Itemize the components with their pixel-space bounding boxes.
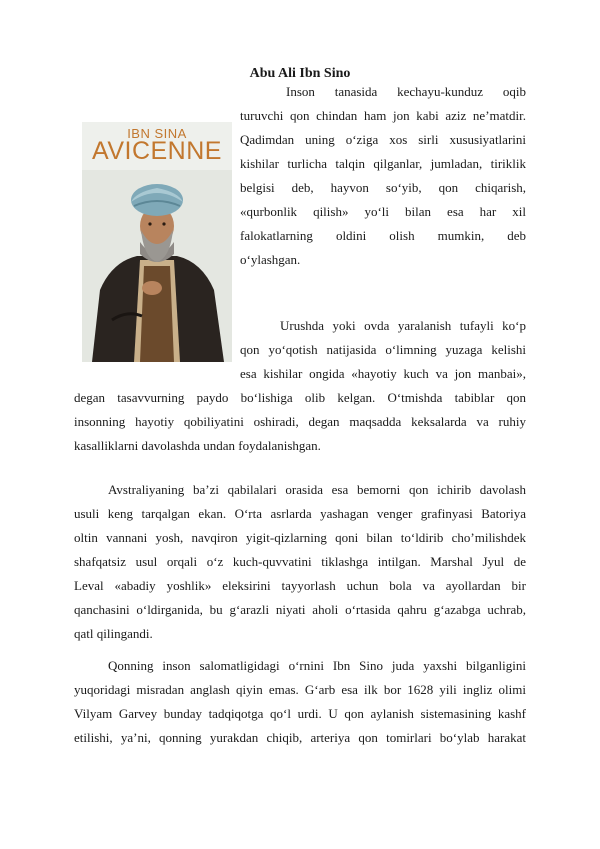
- text-line: oltin vannani yosh, navqiron yigit-qizlarning qoni bilan to‘ldirib cho’milishdek: [74, 530, 526, 545]
- text-line: Urushda yoki ovda yaralanish tufayli ko‘p: [280, 318, 526, 333]
- text-line: yuqoridagi misradan anglash qiyin emas. G‘arb esa ilk bor 1628 yili ingliz olimi: [74, 682, 526, 697]
- paragraph-3: [74, 478, 526, 646]
- text-line: qanchasini o‘ldirganida, bu g‘arazli niyati aholi o‘rtasida qahru g‘azabga uchrab,: [74, 602, 526, 617]
- text-line: esa kishilar ongida «hayotiy kuch va jon manbai»,: [240, 366, 526, 381]
- text-line: Avstraliyaning ba’zi qabilalari orasida esa bemorni qon ichirib davolash: [108, 482, 526, 497]
- text-line: «qurbonlik qilish» yo‘li bilan esa har xil: [240, 204, 526, 219]
- text-line: etilishi, ya’ni, qonning yurakdan chiqib, arteriya qon tomirlari bo‘ylab harakat: [74, 730, 526, 745]
- text-line: turuvchi qon chindan ham jon kabi aziz ne’matdir.: [240, 108, 526, 123]
- text-line: qon yo‘qotish natijasida o‘limning yuzaga kelishi: [240, 342, 526, 357]
- text-line: Leval «abadiy yoshlik» eleksirini tayyorlash uchun bola va ayollardan bir: [74, 578, 526, 593]
- text-line: insonning hayotiy qobiliyatini oshiradi, degan maqsadda keksalarda va ruhiy: [74, 414, 526, 429]
- text-line: kasalliklarni davolashda undan foydalanishgan.: [74, 438, 321, 453]
- text-line: Vilyam Garvey bunday tadqiqotga qo‘l urdi. U qon aylanish sistemasining kashf: [74, 706, 526, 721]
- cover-title: AVICENNE: [92, 137, 222, 165]
- text-line: kishilar turlicha talqin qilganlar, jumladan, tiriklik: [240, 156, 526, 171]
- text-line: Qonning inson salomatligidagi o‘rnini Ibn Sino juda yaxshi bilganligini: [108, 658, 526, 673]
- text-line: shafqatsiz usul orqali o‘z kuch-quvvatini tiklashga intilgan. Marshal Jyul de: [74, 554, 526, 569]
- paragraph-2-lower: [74, 386, 526, 458]
- text-line: Inson tanasida kechayu-kunduz oqib: [286, 84, 526, 99]
- text-line: belgisi deb, hayvon so‘yib, qon chiqarish,: [240, 180, 526, 195]
- text-line: o‘ylashgan.: [240, 252, 301, 267]
- text-line: qatl qilingandi.: [74, 626, 153, 641]
- text-line: Qadimdan uning o‘ziga xos sirli xususiyatlarini: [240, 132, 526, 147]
- portrait-illustration: [82, 170, 232, 362]
- cover-subtitle: IBN SINA: [127, 126, 187, 141]
- text-line: degan tasavvurning paydo bo‘lishiga olib kelgan. O‘tmishda tabiblar qon: [74, 390, 526, 405]
- paragraph-1: [240, 80, 526, 272]
- text-line: usuli keng tarqalgan ekan. O‘rta asrlarda yashagan venger grafinyasi Batoriya: [74, 506, 526, 521]
- paragraph-2-upper: [240, 314, 526, 386]
- book-cover-image: [82, 122, 232, 362]
- document-title: Abu Ali Ibn Sino: [249, 66, 351, 81]
- text-line: falokatlarning oldini olish mumkin, deb: [240, 228, 526, 243]
- paragraph-4: [74, 654, 526, 750]
